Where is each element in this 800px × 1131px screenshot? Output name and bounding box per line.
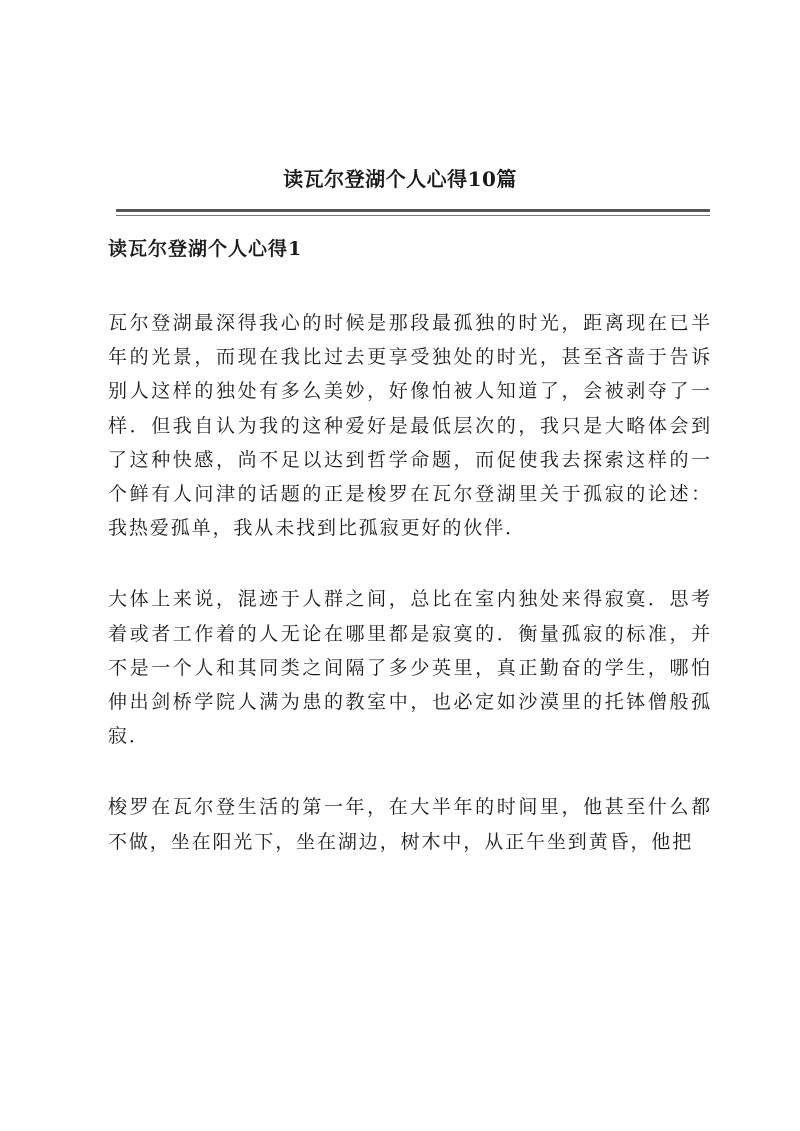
document-body	[108, 232, 712, 896]
document-title: 读瓦尔登湖个人心得10篇	[283, 167, 517, 191]
section-heading: 读瓦尔登湖个人心得1	[108, 238, 303, 260]
paragraph-1: 瓦尔登湖最深得我心的时候是那段最孤独的时光，距离现在已半年的光景，而现在我比过去更享受独处的时光，甚至吝啬于告诉别人这样的独处有多么美妙，好像怕被人知道了，会被剥夺了一样．但我自认为我的这种爱好是最低层次的，我只是大略体会到了这种快感，尚不足以达到哲学命题，而促使我去探索这样的一个鲜有人问津的话题的正是梭罗在瓦尔登湖里关于孤寂的论述：我热爱孤单，我从未找到比孤寂更好的伙伴．	[108, 312, 712, 540]
title-divider	[116, 209, 710, 212]
paragraph-3: 梭罗在瓦尔登生活的第一年，在大半年的时间里，他甚至什么都不做，坐在阳光下，坐在湖边，树木中，从正午坐到黄昏，他把	[108, 796, 712, 853]
paragraph-2: 大体上来说，混迹于人群之间，总比在室内独处来得寂寞．思考着或者工作着的人无论在哪里都是寂寞的．衡量孤寂的标准，并不是一个人和其同类之间隔了多少英里，真正勤奋的学生，哪怕伸出剑桥学院人满为患的教室中，也必定如沙漠里的托钵僧般孤寂．	[108, 588, 712, 748]
title-divider-thin	[116, 215, 710, 216]
